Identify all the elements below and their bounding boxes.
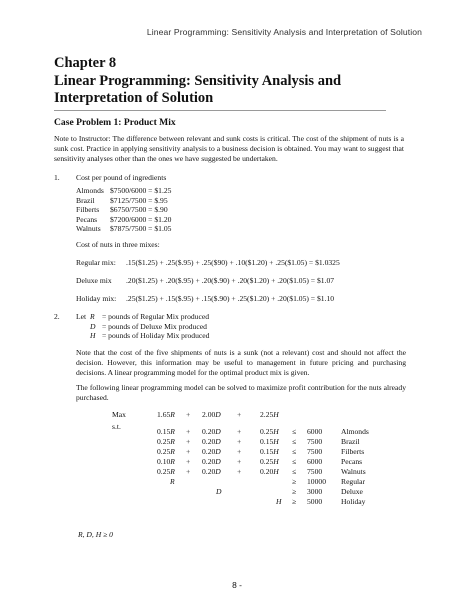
bound-name: Holiday	[341, 497, 366, 506]
instructor-note: Note to Instructor: The difference between relevant and sunk costs is critical. The cost of the shipment of nuts is a sunk cost. Practice in applying sensitivity analysis to a business decision is obtained. You may want to suggest that sensitivity analyses other than the ones we have suggested be undertaken.	[54, 134, 404, 163]
variable-symbol: D	[90, 321, 96, 331]
mix-calc: .25($1.25) + .15($.95) + .15($.90) + .25($1.20) + .20($1.05) = $1.10	[126, 294, 335, 303]
variable-text: = pounds of Holiday Mix produced	[102, 331, 210, 341]
var-h: H	[273, 467, 279, 476]
coef: 0.25	[157, 447, 171, 456]
plus-sign: +	[186, 437, 191, 446]
relation-sign: ≥	[292, 497, 297, 506]
plus-sign: +	[186, 447, 191, 456]
coef: 0.20	[202, 437, 216, 446]
coef: 1.65	[157, 410, 171, 419]
rhs-value: 7500	[307, 447, 323, 456]
chapter-title: Linear Programming: Sensitivity Analysis and Interpretation of Solution	[54, 73, 342, 106]
bound-variable: R	[170, 477, 175, 486]
section-title: Case Problem 1: Product Mix	[54, 117, 176, 128]
sunk-cost-paragraph: Note that the cost of the five shipments of nuts is a sunk (not a relevant) cost and should not affect the decision. However, this information may be useful to management in future pricing and purchasing decisions. A linear programming model for the optimal product mix is given.	[76, 348, 406, 377]
coef: 0.15	[260, 437, 274, 446]
variable-text: = pounds of Regular Mix produced	[102, 312, 209, 321]
mix-name: Deluxe mix	[76, 276, 112, 285]
constraint-d	[202, 467, 221, 477]
bound-variable: D	[216, 487, 222, 496]
rhs-value: 3000	[307, 487, 323, 496]
item-heading: Cost per pound of ingredients	[76, 173, 167, 182]
var-r: R	[170, 467, 175, 476]
relation-sign: ≤	[292, 427, 297, 436]
cost-calc: $7875/7500 = $1.05	[110, 224, 172, 234]
cost-calc: $7500/6000 = $1.25	[110, 186, 172, 195]
constraint-name: Pecans	[341, 457, 363, 466]
mix-name: Regular mix:	[76, 258, 116, 267]
var-r: R	[170, 457, 175, 466]
cost-calc: $6750/7500 = $.90	[110, 205, 168, 215]
cost-calc: $7200/6000 = $1.20	[110, 214, 172, 224]
coef: 0.25	[260, 427, 274, 436]
cost-calc: $7125/7500 = $.95	[110, 195, 168, 205]
var-h: H	[273, 447, 279, 456]
var-h: H	[273, 427, 279, 436]
relation-sign: ≥	[292, 477, 297, 486]
var-h: H	[273, 457, 279, 466]
objective-d-term	[202, 410, 221, 420]
objective-r-term	[157, 410, 175, 420]
plus-sign: +	[186, 457, 191, 466]
plus-sign: +	[186, 467, 191, 476]
coef: 2.00	[202, 410, 216, 419]
item-number: 2.	[54, 312, 60, 321]
constraint-d	[202, 457, 221, 467]
rhs-value: 10000	[307, 477, 326, 486]
relation-sign: ≤	[292, 467, 297, 476]
plus-sign: +	[237, 427, 242, 436]
var-h: H	[273, 437, 279, 446]
mix-calc: .15($1.25) + .25($.95) + .25($90) + .10($1.20) + .25($1.05) = $1.0325	[126, 258, 340, 267]
objective-h-term	[260, 410, 279, 420]
let-word: Let	[76, 312, 87, 321]
coef: 0.20	[202, 467, 216, 476]
constraint-h	[260, 437, 279, 447]
constraint-name: Brazil	[341, 437, 360, 446]
constraint-name: Walnuts	[341, 467, 366, 476]
relation-sign: ≤	[292, 447, 297, 456]
constraint-r	[157, 437, 175, 447]
chapter-label: Chapter 8	[54, 55, 117, 71]
var-d: D	[215, 427, 221, 436]
coef: 0.25	[157, 467, 171, 476]
coef: 0.10	[157, 457, 171, 466]
plus-sign: +	[237, 437, 242, 446]
cost-name: Brazil	[76, 195, 95, 205]
variable-text: = pounds of Deluxe Mix produced	[102, 321, 207, 331]
rhs-value: 5000	[307, 497, 323, 506]
var-r: R	[170, 410, 175, 419]
rhs-value: 7500	[307, 467, 323, 476]
page-number: 8 -	[232, 580, 242, 590]
coef: 0.25	[260, 457, 274, 466]
plus-sign: +	[186, 427, 191, 436]
mix-name: Holiday mix:	[76, 294, 117, 303]
max-label: Max	[112, 410, 126, 419]
st-label: s.t.	[112, 422, 121, 431]
constraint-name: Filberts	[341, 447, 365, 456]
plus-sign: +	[237, 410, 242, 419]
variable-symbol: H	[90, 331, 96, 341]
coef: 0.20	[202, 457, 216, 466]
relation-sign: ≥	[292, 487, 297, 496]
mix-heading: Cost of nuts in three mixes:	[76, 240, 160, 249]
var-d: D	[215, 467, 221, 476]
constraint-d	[202, 447, 221, 457]
var-r: R	[170, 447, 175, 456]
var-d: D	[215, 447, 221, 456]
bound-name: Deluxe	[341, 487, 363, 496]
var-d: D	[215, 410, 221, 419]
constraint-d	[202, 427, 221, 437]
cost-name: Almonds	[76, 186, 104, 195]
plus-sign: +	[237, 457, 242, 466]
running-header: Linear Programming: Sensitivity Analysis and Interpretation of Solution	[146, 27, 422, 37]
bound-name: Regular	[341, 477, 366, 486]
constraint-name: Almonds	[341, 427, 369, 436]
constraint-h	[260, 467, 279, 477]
rhs-value: 6000	[307, 457, 323, 466]
constraint-h	[260, 427, 279, 437]
model-intro-paragraph: The following linear programming model can be solved to maximize profit contribution for the nuts already purchased.	[76, 383, 406, 402]
bound-variable: H	[276, 497, 282, 506]
plus-sign: +	[186, 410, 191, 419]
plus-sign: +	[237, 447, 242, 456]
var-d: D	[215, 457, 221, 466]
constraint-h	[260, 447, 279, 457]
constraint-r	[157, 447, 175, 457]
coef: 0.20	[202, 427, 216, 436]
cost-name: Walnuts	[76, 224, 101, 234]
rhs-value: 7500	[307, 437, 323, 446]
nonnegativity-constraint: R, D, H ≥ 0	[78, 530, 113, 539]
variable-symbol: R	[90, 312, 95, 321]
item-number: 1.	[54, 173, 60, 182]
var-r: R	[170, 437, 175, 446]
constraint-r	[157, 457, 175, 467]
coef: 2.25	[260, 410, 274, 419]
coef: 0.20	[202, 447, 216, 456]
relation-sign: ≤	[292, 457, 297, 466]
var-h: H	[273, 410, 279, 419]
rhs-value: 6000	[307, 427, 323, 436]
constraint-d	[202, 437, 221, 447]
var-d: D	[215, 437, 221, 446]
mix-calc: .20($1.25) + .20($.95) + .20($.90) + .20($1.20) + .20($1.05) = $1.07	[126, 276, 335, 285]
constraint-r	[157, 467, 175, 477]
coef: 0.15	[157, 427, 171, 436]
cost-name: Filberts	[76, 205, 100, 215]
relation-sign: ≤	[292, 437, 297, 446]
constraint-h	[260, 457, 279, 467]
constraint-r	[157, 427, 175, 437]
plus-sign: +	[237, 467, 242, 476]
var-r: R	[170, 427, 175, 436]
cost-name: Pecans	[76, 214, 98, 224]
coef: 0.25	[157, 437, 171, 446]
coef: 0.20	[260, 467, 274, 476]
coef: 0.15	[260, 447, 274, 456]
